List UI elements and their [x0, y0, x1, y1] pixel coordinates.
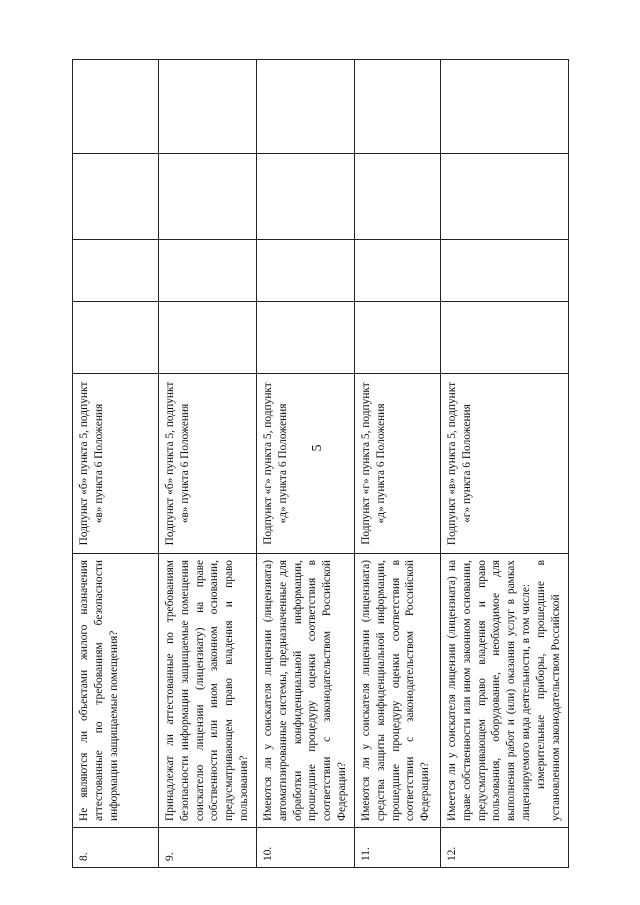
empty-cell [73, 240, 159, 302]
empty-cell [159, 240, 257, 302]
reference-cell: Подпункт «в» пункта 5, подпункт «г» пункта 6 Положения [440, 374, 568, 554]
empty-cell [354, 154, 440, 240]
table-row [440, 60, 568, 868]
empty-cell [440, 302, 568, 374]
empty-cell [73, 302, 159, 374]
empty-cell [440, 154, 568, 240]
row-number: 10. [256, 828, 354, 868]
empty-cell [256, 240, 354, 302]
question-text: Имеется ли у соискателя лицензии (лицензиата) на праве собственности или ином законном основании, предусматривающем право владения и право пользования, оборудование, необходимое для выполнения работ и (или) оказания услуг в рамках лицензируемого вида деятельности, в том числе: [445, 560, 533, 821]
empty-cell [73, 154, 159, 240]
reference-cell: Подпункт «б» пункта 5, подпункт «в» пункта 6 Положения [159, 374, 257, 554]
reference-cell: Подпункт «б» пункта 5, подпункт «в» пункта 6 Положения [73, 374, 159, 554]
empty-cell [73, 60, 159, 154]
table-row [354, 60, 440, 868]
row-number: 9. [159, 828, 257, 868]
empty-cell [354, 240, 440, 302]
empty-cell [440, 60, 568, 154]
empty-cell [354, 60, 440, 154]
empty-cell [440, 240, 568, 302]
empty-cell [256, 154, 354, 240]
reference-cell: Подпункт «г» пункта 5, подпункт «д» пункта 6 Положения [256, 374, 354, 554]
question-cell: Имеются ли у соискателя лицензии (лицензиата) средства защиты конфиденциальной информации, прошедшие процедуру оценки соответствия в соответствии с законодательством Российской Федерации? [354, 554, 440, 828]
empty-cell [256, 60, 354, 154]
row-number: 8. [73, 828, 159, 868]
table-row [159, 60, 257, 868]
empty-cell [256, 302, 354, 374]
table-row [73, 60, 159, 868]
empty-cell [159, 154, 257, 240]
empty-cell [159, 60, 257, 154]
page-number: 5 [310, 444, 325, 452]
requirements-table [72, 59, 569, 868]
row-number: 11. [354, 828, 440, 868]
empty-cell [159, 302, 257, 374]
question-cell [440, 554, 568, 828]
row-number: 12. [440, 828, 568, 868]
table-row [256, 60, 354, 868]
rotated-table-wrapper [72, 60, 562, 868]
question-cell: Не являются ли объектами жилого назначения аттестованные по требованиям безопасности информации защищаемые помещения? [73, 554, 159, 828]
empty-cell [354, 302, 440, 374]
question-cell: Имеются ли у соискателя лицензии (лицензиата) автоматизированные системы, предназначенные для обработки конфиденциальной информации, прошедшие процедуру оценки соответствия в соответствии с законодательством Российской Федерации? [256, 554, 354, 828]
question-cell: Принадлежат ли аттестованные по требованиям безопасности информации защищаемые помещения соискателю лицензии (лицензиату) на праве собственности или ином законном основании, предусматривающем право владения и право пользования? [159, 554, 257, 828]
reference-cell: Подпункт «г» пункта 5, подпункт «д» пункта 6 Положения [354, 374, 440, 554]
question-continuation: измерительные приборы, прошедшие в установленном законодательством Российской [534, 560, 562, 821]
